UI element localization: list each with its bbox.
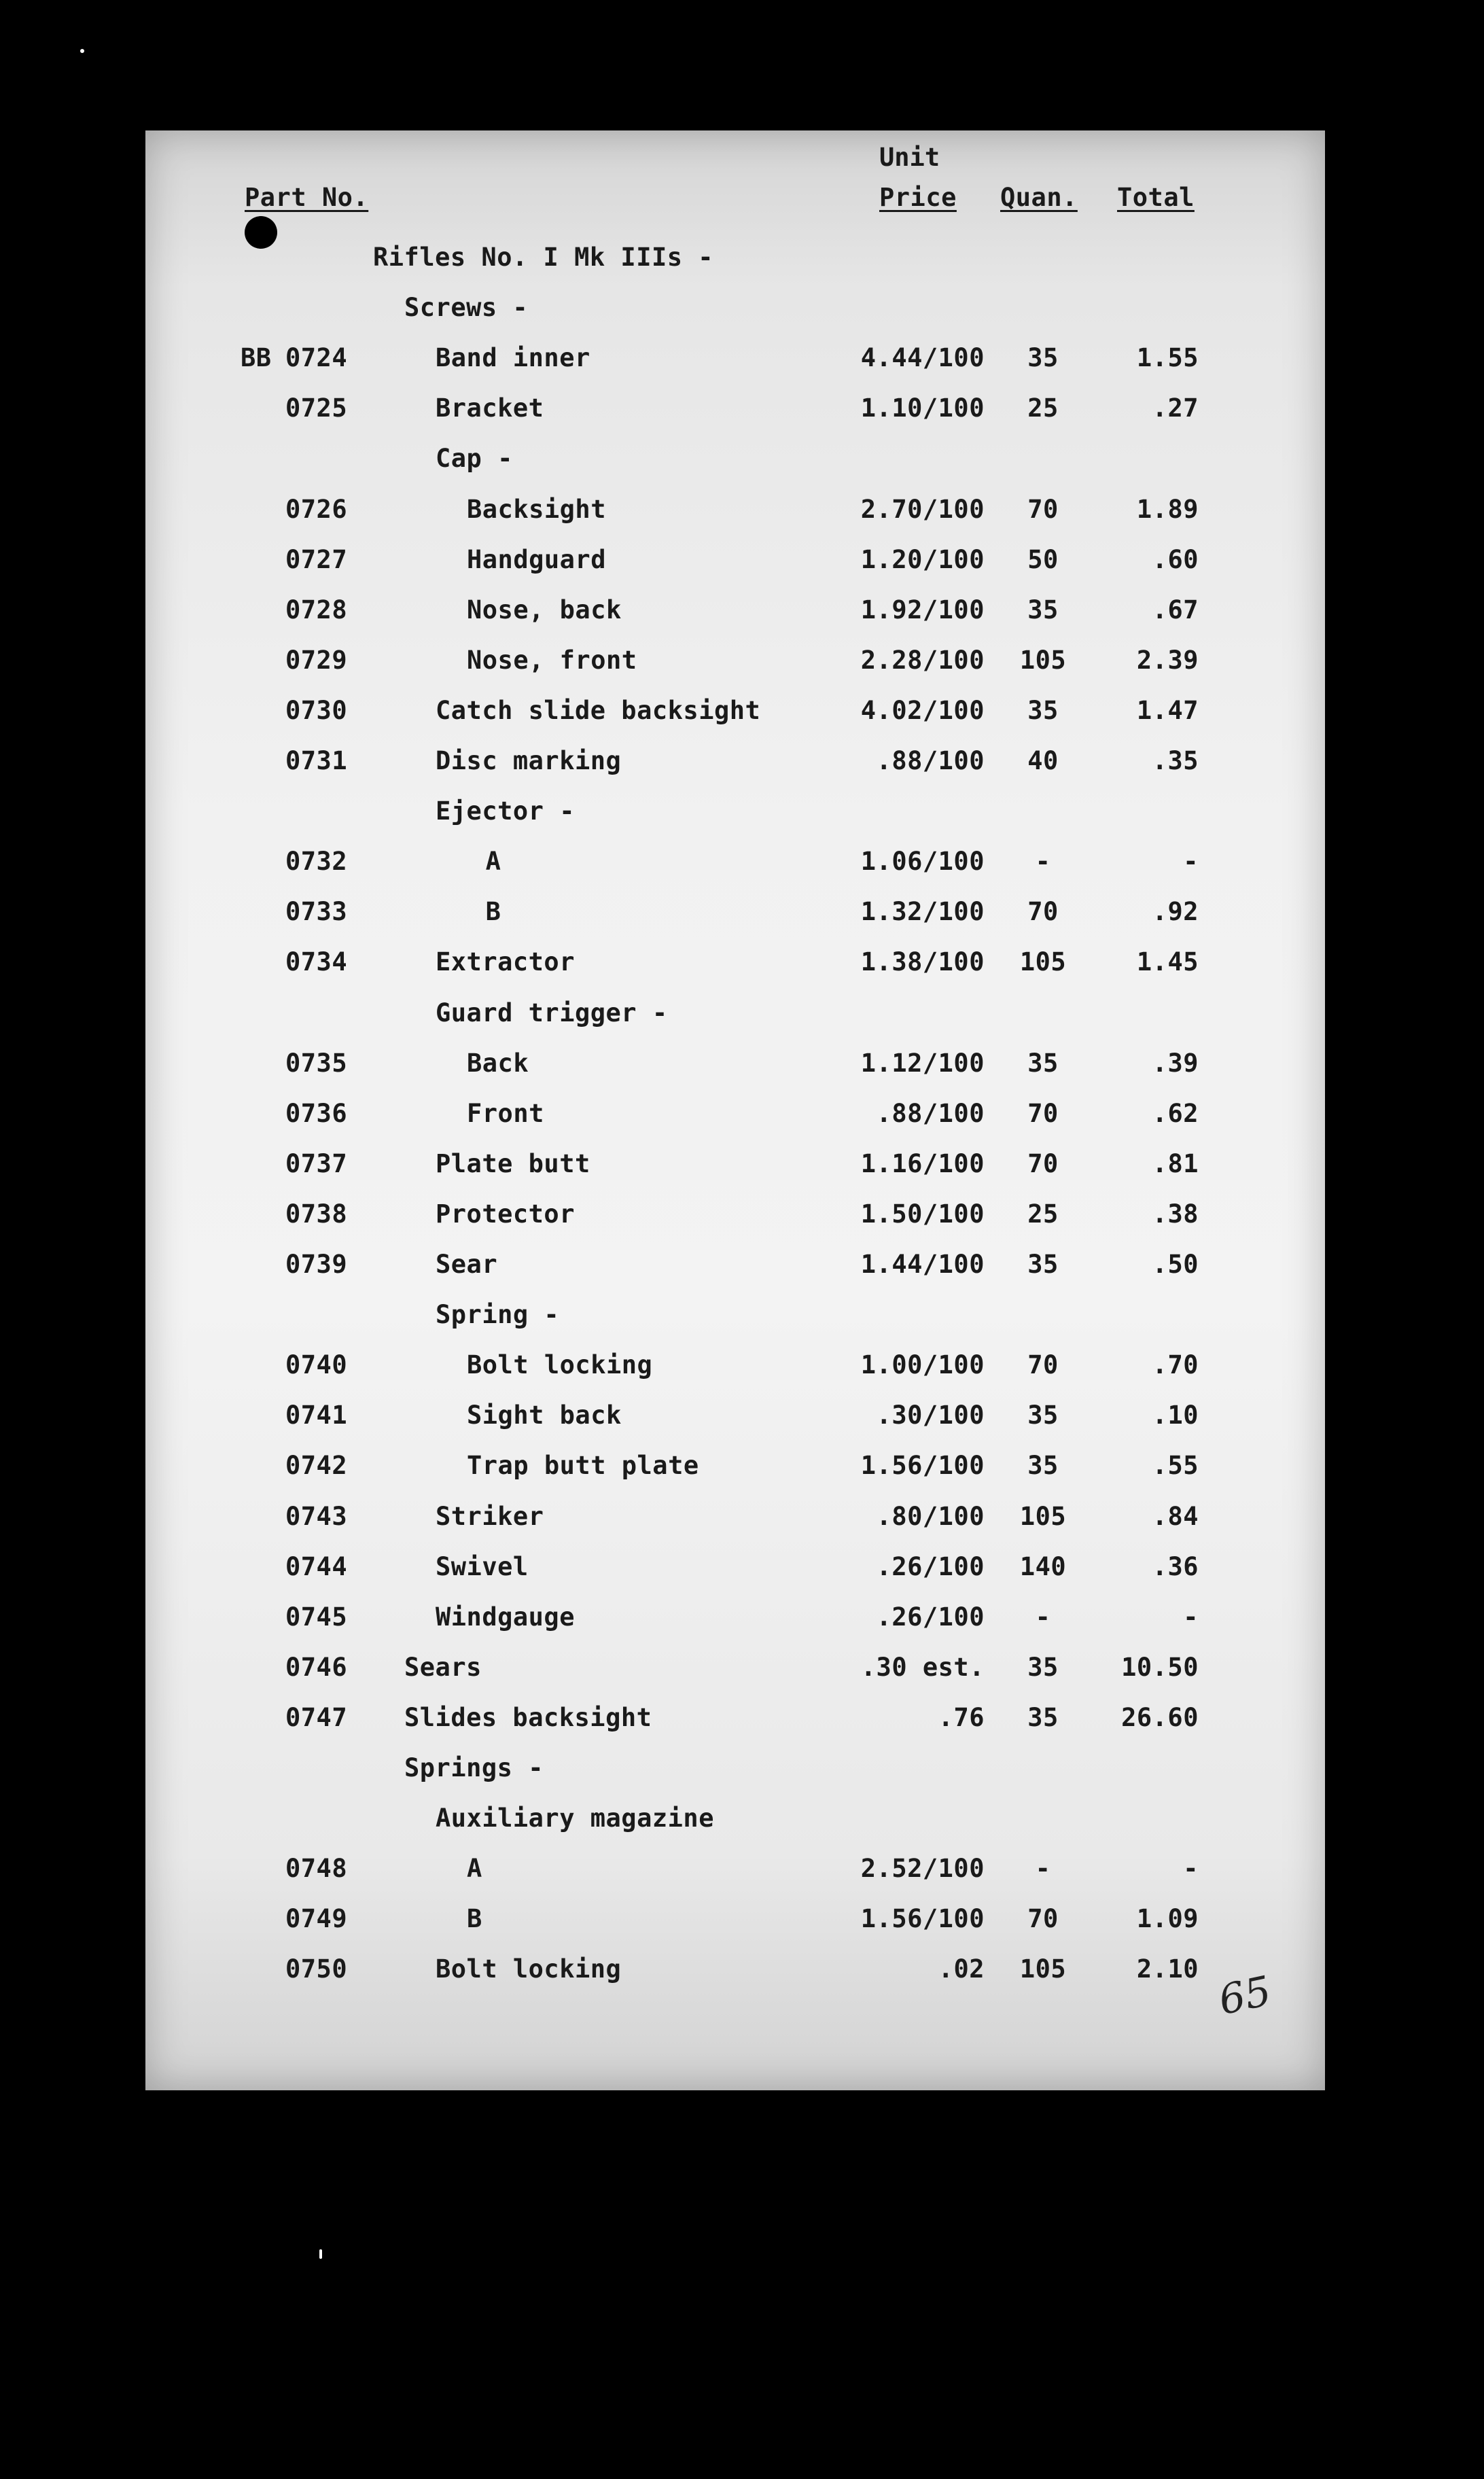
row-quantity: 35 bbox=[1027, 1250, 1059, 1279]
row-description: Trap butt plate bbox=[467, 1451, 699, 1481]
table-row bbox=[145, 1894, 1325, 1944]
table-row bbox=[145, 786, 1325, 837]
row-total: .55 bbox=[1152, 1451, 1199, 1481]
row-unit-price: 1.44/100 bbox=[860, 1250, 985, 1279]
row-unit-price: .88/100 bbox=[876, 746, 985, 775]
scan-speck bbox=[319, 2249, 322, 2259]
row-total: 1.45 bbox=[1136, 947, 1199, 977]
row-total: .10 bbox=[1152, 1401, 1199, 1430]
table-row bbox=[145, 1240, 1325, 1290]
row-quantity: 140 bbox=[1019, 1551, 1067, 1581]
row-description: Ejector - bbox=[436, 796, 575, 826]
row-description: Nose, back bbox=[467, 595, 622, 625]
table-row bbox=[145, 434, 1325, 484]
table-row bbox=[145, 686, 1325, 736]
row-total: .27 bbox=[1152, 393, 1199, 423]
row-unit-price: 2.70/100 bbox=[860, 494, 985, 524]
row-quantity: 70 bbox=[1027, 897, 1059, 927]
row-part-no: 0731 bbox=[285, 746, 348, 775]
row-quantity: - bbox=[1035, 1602, 1051, 1632]
table-row bbox=[145, 937, 1325, 987]
header-unit-price: Price bbox=[879, 183, 957, 212]
row-unit-price: 1.50/100 bbox=[860, 1199, 985, 1229]
row-total: .81 bbox=[1152, 1148, 1199, 1178]
row-quantity: 35 bbox=[1027, 1652, 1059, 1682]
row-quantity: 70 bbox=[1027, 1098, 1059, 1128]
row-unit-price: 1.38/100 bbox=[860, 947, 985, 977]
row-description: Handguard bbox=[467, 544, 606, 574]
scan-speck bbox=[80, 49, 84, 53]
row-description: Protector bbox=[436, 1199, 575, 1229]
row-quantity: 35 bbox=[1027, 1702, 1059, 1732]
row-total: 2.10 bbox=[1136, 1954, 1199, 1984]
header-part-no: Part No. bbox=[245, 183, 369, 212]
row-quantity: - bbox=[1035, 847, 1051, 877]
row-description: Slides backsight bbox=[404, 1702, 652, 1732]
table-row bbox=[145, 1441, 1325, 1491]
row-total: .84 bbox=[1152, 1501, 1199, 1531]
row-quantity: 105 bbox=[1019, 645, 1067, 675]
row-quantity: 105 bbox=[1019, 947, 1067, 977]
table-row bbox=[145, 1944, 1325, 1994]
row-total: .39 bbox=[1152, 1048, 1199, 1078]
row-quantity: 35 bbox=[1027, 595, 1059, 625]
table-row bbox=[145, 485, 1325, 535]
row-total: 1.55 bbox=[1136, 343, 1199, 373]
row-description: Springs - bbox=[404, 1753, 544, 1782]
table-row bbox=[145, 736, 1325, 786]
row-part-no: 0724 bbox=[285, 343, 348, 373]
row-total: .67 bbox=[1152, 595, 1199, 625]
row-part-no: 0726 bbox=[285, 494, 348, 524]
row-description: Guard trigger - bbox=[436, 998, 668, 1027]
row-description: Bracket bbox=[436, 393, 544, 423]
row-total: .38 bbox=[1152, 1199, 1199, 1229]
table-row bbox=[145, 333, 1325, 383]
row-description: Auxiliary magazine bbox=[436, 1804, 714, 1833]
row-total: - bbox=[1183, 847, 1199, 877]
table-row bbox=[145, 1793, 1325, 1844]
row-total: - bbox=[1183, 1602, 1199, 1632]
row-unit-price: .76 bbox=[938, 1702, 985, 1732]
row-quantity: 35 bbox=[1027, 1451, 1059, 1481]
row-total: .70 bbox=[1152, 1350, 1199, 1380]
row-description: Band inner bbox=[436, 343, 590, 373]
row-unit-price: .26/100 bbox=[876, 1602, 985, 1632]
row-part-no: 0727 bbox=[285, 544, 348, 574]
header-unit: Unit bbox=[879, 143, 940, 172]
table-row bbox=[145, 887, 1325, 937]
row-description: Nose, front bbox=[467, 645, 637, 675]
table-row bbox=[145, 1492, 1325, 1542]
row-description: Disc marking bbox=[436, 746, 622, 775]
row-unit-price: 1.12/100 bbox=[860, 1048, 985, 1078]
row-description: A bbox=[485, 847, 501, 877]
row-part-no: 0728 bbox=[285, 595, 348, 625]
row-description: Catch slide backsight bbox=[436, 695, 761, 725]
row-total: 1.47 bbox=[1136, 695, 1199, 725]
row-total: 1.09 bbox=[1136, 1904, 1199, 1934]
row-total: 2.39 bbox=[1136, 645, 1199, 675]
row-quantity: 50 bbox=[1027, 544, 1059, 574]
table-row bbox=[145, 635, 1325, 686]
row-description: B bbox=[485, 897, 501, 927]
row-part-no: 0739 bbox=[285, 1250, 348, 1279]
row-total: .35 bbox=[1152, 746, 1199, 775]
row-unit-price: 1.20/100 bbox=[860, 544, 985, 574]
row-description: Spring - bbox=[436, 1300, 560, 1330]
row-part-no: 0730 bbox=[285, 695, 348, 725]
row-quantity: 35 bbox=[1027, 343, 1059, 373]
table-row bbox=[145, 837, 1325, 887]
row-part-no: 0747 bbox=[285, 1702, 348, 1732]
table-row bbox=[145, 1693, 1325, 1743]
row-description: Bolt locking bbox=[467, 1350, 653, 1380]
row-part-no: 0741 bbox=[285, 1401, 348, 1430]
row-part-no: 0743 bbox=[285, 1501, 348, 1531]
row-quantity: 35 bbox=[1027, 1048, 1059, 1078]
table-row bbox=[145, 1139, 1325, 1189]
row-unit-price: .02 bbox=[938, 1954, 985, 1984]
table-row bbox=[145, 232, 1325, 283]
row-description: Sears bbox=[404, 1652, 482, 1682]
row-part-no: 0729 bbox=[285, 645, 348, 675]
row-unit-price: .30 est. bbox=[860, 1652, 985, 1682]
header-total: Total bbox=[1117, 183, 1195, 212]
row-description: Sear bbox=[436, 1250, 498, 1279]
table-row bbox=[145, 283, 1325, 333]
row-description: Swivel bbox=[436, 1551, 529, 1581]
row-quantity: - bbox=[1035, 1854, 1051, 1884]
document-page bbox=[145, 130, 1325, 2090]
row-unit-price: 1.16/100 bbox=[860, 1148, 985, 1178]
row-unit-price: .30/100 bbox=[876, 1401, 985, 1430]
row-part-no: 0734 bbox=[285, 947, 348, 977]
header-quan: Quan. bbox=[1000, 183, 1078, 212]
row-description: B bbox=[467, 1904, 482, 1934]
row-description: Extractor bbox=[436, 947, 575, 977]
row-unit-price: 1.06/100 bbox=[860, 847, 985, 877]
table-row bbox=[145, 535, 1325, 585]
table-row bbox=[145, 988, 1325, 1038]
row-quantity: 70 bbox=[1027, 1350, 1059, 1380]
table-row bbox=[145, 1844, 1325, 1894]
row-total: .62 bbox=[1152, 1098, 1199, 1128]
row-quantity: 25 bbox=[1027, 393, 1059, 423]
row-description: Windgauge bbox=[436, 1602, 575, 1632]
table-row bbox=[145, 585, 1325, 635]
row-total: 26.60 bbox=[1121, 1702, 1199, 1732]
row-description: Back bbox=[467, 1048, 529, 1078]
table-row bbox=[145, 1743, 1325, 1793]
row-unit-price: 1.92/100 bbox=[860, 595, 985, 625]
row-part-no: 0737 bbox=[285, 1148, 348, 1178]
row-quantity: 70 bbox=[1027, 494, 1059, 524]
row-total: 1.89 bbox=[1136, 494, 1199, 524]
table-row bbox=[145, 383, 1325, 434]
row-part-no: 0725 bbox=[285, 393, 348, 423]
row-unit-price: 2.28/100 bbox=[860, 645, 985, 675]
row-description: Rifles No. I Mk IIIs - bbox=[373, 243, 714, 272]
row-quantity: 105 bbox=[1019, 1954, 1067, 1984]
table-row bbox=[145, 1189, 1325, 1240]
row-description: Bolt locking bbox=[436, 1954, 622, 1984]
row-description: Screws - bbox=[404, 293, 529, 323]
row-unit-price: 2.52/100 bbox=[860, 1854, 985, 1884]
row-description: Cap - bbox=[436, 444, 513, 474]
row-description: A bbox=[467, 1854, 482, 1884]
row-unit-price: 4.44/100 bbox=[860, 343, 985, 373]
row-part-no: 0749 bbox=[285, 1904, 348, 1934]
row-part-no: 0736 bbox=[285, 1098, 348, 1128]
row-description: Backsight bbox=[467, 494, 606, 524]
row-total: - bbox=[1183, 1854, 1199, 1884]
row-quantity: 35 bbox=[1027, 1401, 1059, 1430]
page-number: 65 bbox=[1214, 1967, 1275, 2025]
row-part-no: 0748 bbox=[285, 1854, 348, 1884]
row-total: .36 bbox=[1152, 1551, 1199, 1581]
row-total: .50 bbox=[1152, 1250, 1199, 1279]
row-quantity: 70 bbox=[1027, 1148, 1059, 1178]
table-row bbox=[145, 1038, 1325, 1089]
table-row bbox=[145, 1089, 1325, 1139]
row-quantity: 40 bbox=[1027, 746, 1059, 775]
row-part-no: 0746 bbox=[285, 1652, 348, 1682]
row-part-no: 0735 bbox=[285, 1048, 348, 1078]
table-header bbox=[145, 173, 1325, 223]
row-prefix: BB bbox=[241, 343, 272, 373]
row-unit-price: .80/100 bbox=[876, 1501, 985, 1531]
row-description: Sight back bbox=[467, 1401, 622, 1430]
row-description: Front bbox=[467, 1098, 544, 1128]
row-quantity: 25 bbox=[1027, 1199, 1059, 1229]
table-row bbox=[145, 1390, 1325, 1441]
row-quantity: 70 bbox=[1027, 1904, 1059, 1934]
row-unit-price: 1.56/100 bbox=[860, 1451, 985, 1481]
row-total: .92 bbox=[1152, 897, 1199, 927]
table-row bbox=[145, 1542, 1325, 1592]
row-description: Plate butt bbox=[436, 1148, 590, 1178]
row-part-no: 0744 bbox=[285, 1551, 348, 1581]
row-part-no: 0745 bbox=[285, 1602, 348, 1632]
row-unit-price: 4.02/100 bbox=[860, 695, 985, 725]
row-part-no: 0732 bbox=[285, 847, 348, 877]
row-unit-price: .26/100 bbox=[876, 1551, 985, 1581]
row-unit-price: 1.00/100 bbox=[860, 1350, 985, 1380]
row-description: Striker bbox=[436, 1501, 544, 1531]
row-unit-price: 1.56/100 bbox=[860, 1904, 985, 1934]
table-row bbox=[145, 1592, 1325, 1642]
row-unit-price: 1.10/100 bbox=[860, 393, 985, 423]
row-quantity: 35 bbox=[1027, 695, 1059, 725]
row-unit-price: 1.32/100 bbox=[860, 897, 985, 927]
row-total: .60 bbox=[1152, 544, 1199, 574]
row-quantity: 105 bbox=[1019, 1501, 1067, 1531]
row-unit-price: .88/100 bbox=[876, 1098, 985, 1128]
row-part-no: 0750 bbox=[285, 1954, 348, 1984]
row-total: 10.50 bbox=[1121, 1652, 1199, 1682]
row-part-no: 0742 bbox=[285, 1451, 348, 1481]
table-row bbox=[145, 1642, 1325, 1693]
row-part-no: 0733 bbox=[285, 897, 348, 927]
table-row bbox=[145, 1290, 1325, 1340]
table-row bbox=[145, 1340, 1325, 1390]
row-part-no: 0740 bbox=[285, 1350, 348, 1380]
row-part-no: 0738 bbox=[285, 1199, 348, 1229]
